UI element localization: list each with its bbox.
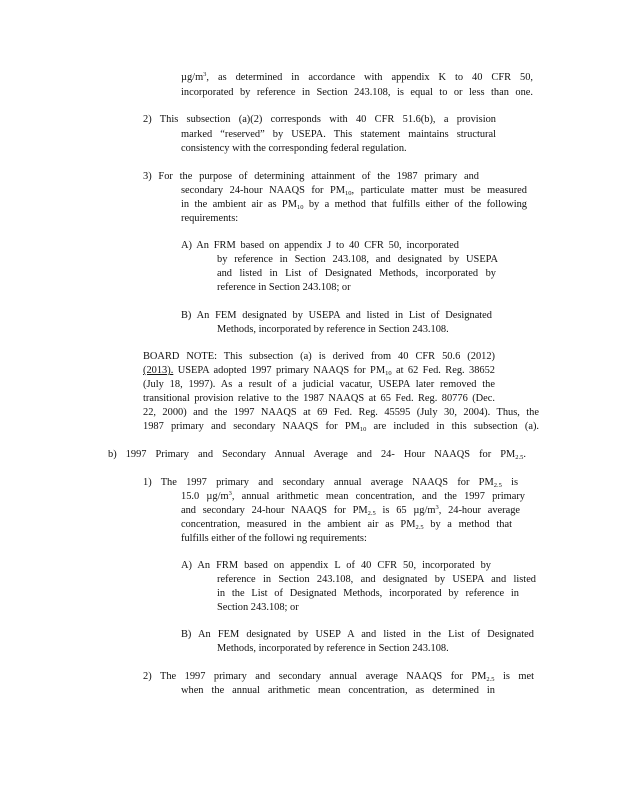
- subsection-a3: 3) For the purpose of determining attainment of the 1987 primary and: [143, 171, 479, 182]
- text-line: (2013). USEPA adopted 1997 primary NAAQS for $PM_{10}$ at 62 Fed. Reg. 38652: [143, 365, 495, 377]
- item-a3-B: B) An FEM designated by USEPA and listed in List of Designated: [181, 310, 492, 321]
- text-line: $\mu g/m^3$, as determined in accordance with appendix K to 40 CFR 50,: [181, 71, 533, 83]
- text-line: (July 18, 1997). As a result of a judicial vacatur, USEPA later removed the: [143, 379, 495, 390]
- text-line: and secondary 24-hour NAAQS for $PM_{2.5}$ is 65 $\mu g/m^3$, 24-hour average: [181, 504, 521, 517]
- text-line: Methods, incorporated by reference in Section 243.108.: [217, 643, 449, 654]
- item-b1-A: A) An FRM based on appendix L of 40 CFR 50, incorporated by: [181, 560, 491, 571]
- text-line: secondary 24-hour NAAQS for $PM_{10}$, particulate matter must be measured: [181, 185, 527, 197]
- text-line: reference in Section 243.108; or: [217, 282, 351, 293]
- board-note: BOARD NOTE: This subsection (a) is derived from 40 CFR 50.6 (2012): [143, 351, 495, 362]
- item-a3-A: A) An FRM based on appendix J to 40 CFR 50, incorporated: [181, 240, 459, 251]
- text-line: when the annual arithmetic mean concentration, as determined in: [181, 685, 495, 696]
- text-line: incorporated by reference in Section 243.108, is equal to or less than one.: [181, 87, 533, 98]
- subsection-b-heading: b) 1997 Primary and Secondary Annual Average and 24- Hour NAAQS for $PM_{2.5}$.: [108, 449, 526, 461]
- text-line: and listed in List of Designated Methods, incorporated by: [217, 268, 496, 279]
- text-line: marked “reserved” by USEPA. This statement maintains structural: [181, 129, 496, 140]
- subsection-b2: 2) The 1997 primary and secondary annual average NAAQS for $PM_{2.5}$ is met: [143, 671, 534, 683]
- text-line: reference in Section 243.108, and designated by USEPA and listed: [217, 574, 536, 585]
- text-line: consistency with the corresponding federal regulation.: [181, 143, 407, 154]
- text-line: in the List of Designated Methods, incorporated by reference in: [217, 588, 519, 599]
- subsection-a2: 2) This subsection (a)(2) corresponds with 40 CFR 51.6(b), a provision: [143, 114, 496, 125]
- text-line: in the ambient air as $PM_{10}$ by a method that fulfills either of the following: [181, 199, 527, 211]
- item-b1-B: B) An FEM designated by USEP A and listed in the List of Designated: [181, 629, 534, 640]
- amended-year: (2013).: [143, 365, 174, 376]
- text-line: Section 243.108; or: [217, 602, 299, 613]
- text-line: 15.0 $\mu g/m^3$, annual arithmetic mean concentration, and the 1997 primary: [181, 490, 525, 502]
- text-line: requirements:: [181, 213, 239, 224]
- subsection-b1: 1) The 1997 primary and secondary annual average NAAQS for $PM_{2.5}$ is: [143, 477, 518, 489]
- text-line: transitional provision relative to the 1987 NAAQS at 65 Fed. Reg. 80776 (Dec.: [143, 393, 495, 404]
- text-line: 1987 primary and secondary NAAQS for $PM_{10}$ are included in this subsection (a).: [143, 421, 540, 433]
- text-line: concentration, measured in the ambient air as $PM_{2.5}$ by a method that: [181, 519, 512, 531]
- text-line: Methods, incorporated by reference in Section 243.108.: [217, 324, 449, 335]
- text-line: fulfills either of the followi ng requirements:: [181, 533, 367, 544]
- text-line: by reference in Section 243.108, and designated by USEPA: [217, 254, 498, 265]
- text-line: 22, 2000) and the 1997 NAAQS at 69 Fed. Reg. 45595 (July 30, 2004). Thus, the: [143, 407, 539, 418]
